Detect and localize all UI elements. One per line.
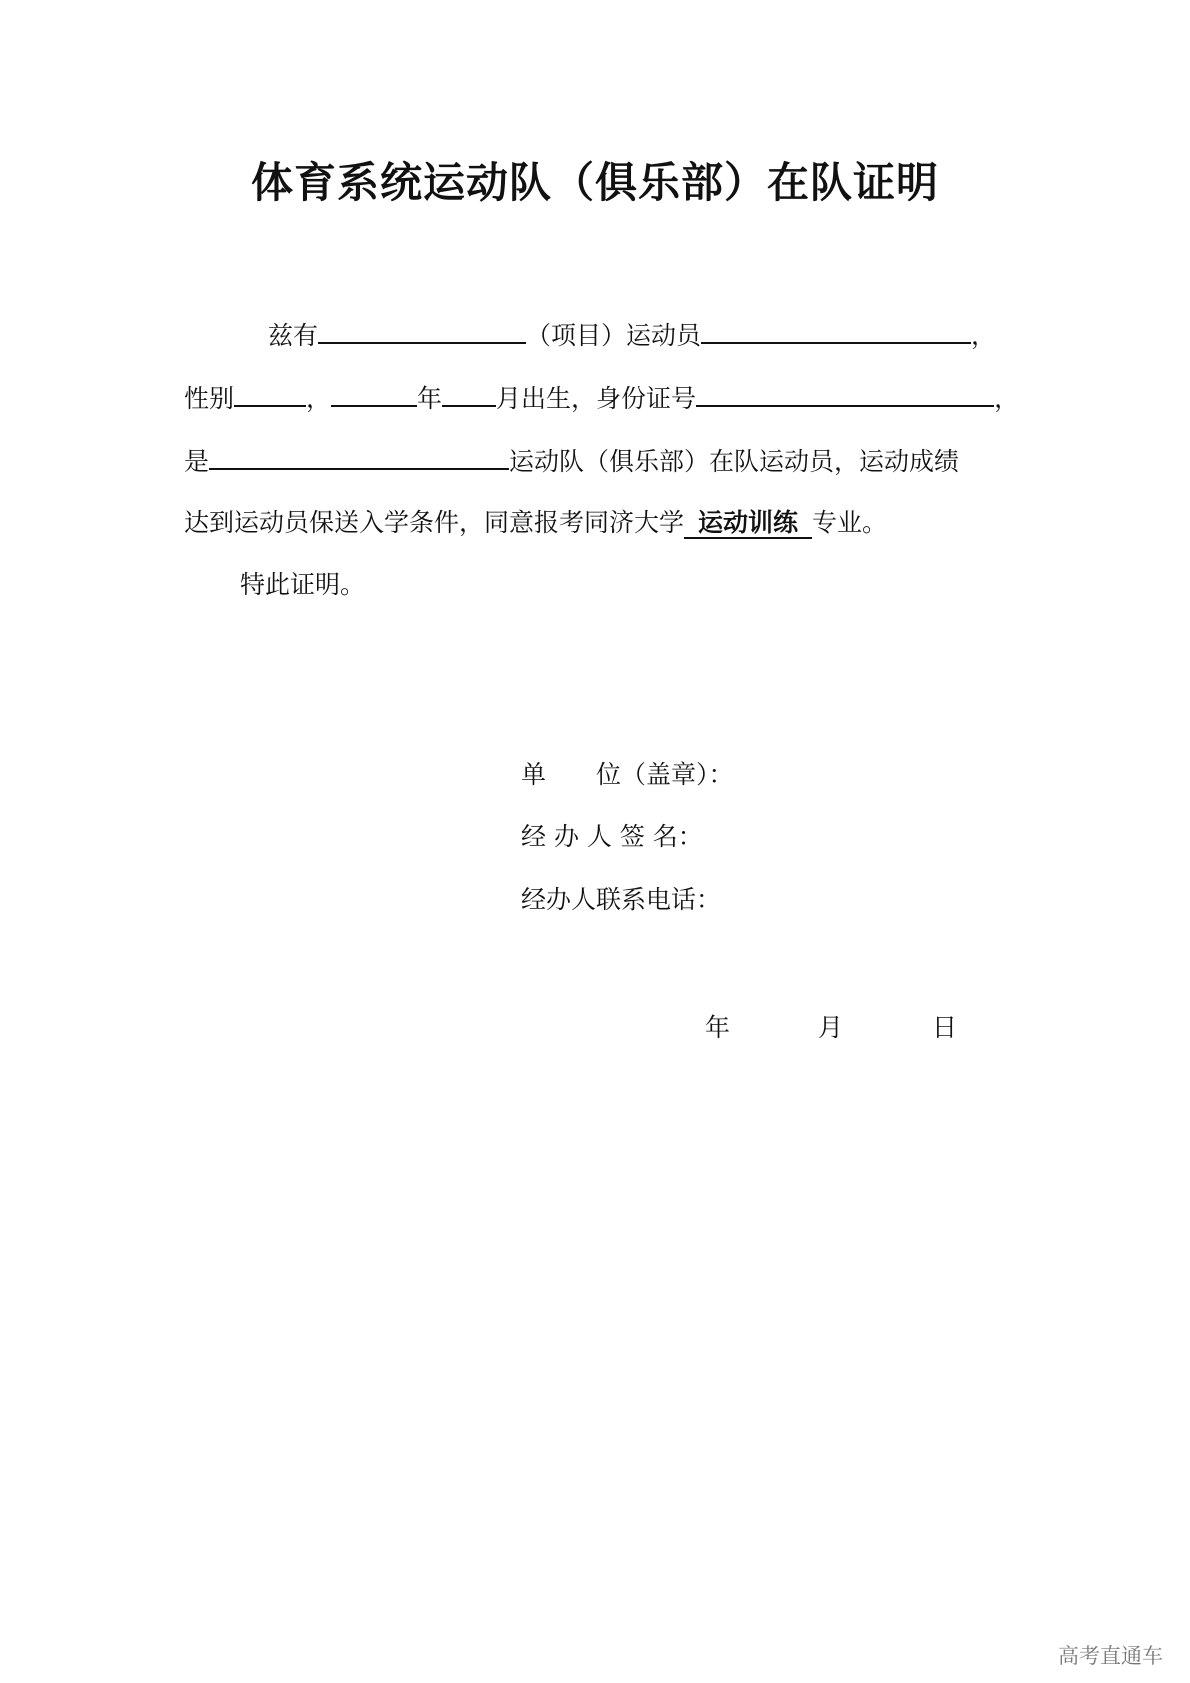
text: ， (306, 384, 332, 413)
birth-month-field[interactable] (442, 379, 496, 407)
date-day: 日 (932, 1013, 958, 1042)
date-year: 年 (705, 1013, 731, 1042)
watermark: 高考直通车 (1058, 1644, 1163, 1668)
body-line-2 (184, 379, 1018, 417)
text: 月出生，身份证号 (496, 384, 697, 413)
text: 达到运动员保送入学条件，同意报考同济大学 (184, 508, 685, 537)
text: 运动队（俱乐部）在队运动员，运动成绩 (509, 447, 960, 476)
signer-label: 经 办 人 签 名： (521, 822, 703, 851)
team-name-field[interactable] (209, 442, 509, 470)
text: 是 (184, 447, 210, 476)
text: ， (971, 321, 997, 350)
body-line-1 (184, 316, 1018, 354)
date-month: 月 (818, 1013, 844, 1042)
body-line-3 (184, 442, 1018, 480)
gender-field[interactable] (234, 379, 306, 407)
unit-seal-label: 单 位（盖章）： (521, 760, 734, 789)
body-line-4 (184, 505, 1018, 541)
athlete-name-field[interactable] (701, 316, 971, 344)
major-field: 运动训练 (684, 509, 812, 539)
sport-item-field[interactable] (318, 316, 526, 344)
text: 兹有 (268, 321, 319, 350)
id-number-field[interactable] (696, 379, 994, 407)
body-line-5: 特此证明。 (240, 570, 366, 599)
text: 专业。 (812, 508, 888, 537)
document-title: 体育系统运动队（俱乐部）在队证明 (250, 158, 939, 207)
text: （项目）运动员 (526, 321, 702, 350)
birth-year-field[interactable] (331, 379, 417, 407)
text: ， (994, 384, 1020, 413)
contact-phone-label: 经办人联系电话： (521, 885, 722, 914)
text: 年 (417, 384, 443, 413)
text: 性别 (184, 384, 235, 413)
